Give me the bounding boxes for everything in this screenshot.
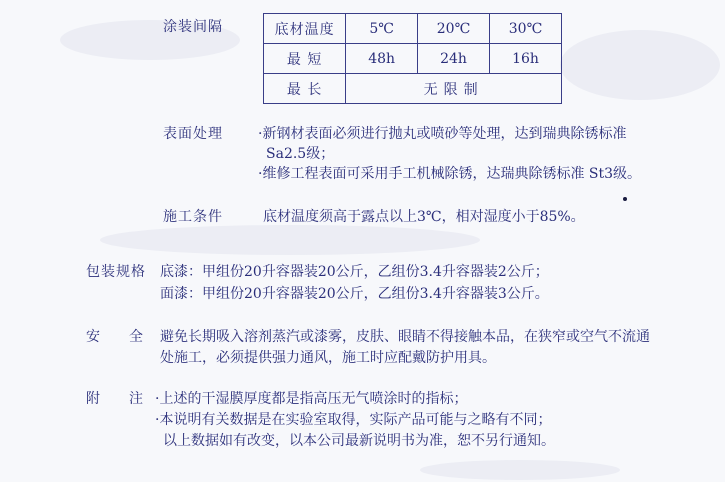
table-cell: 底材温度 xyxy=(264,14,346,44)
scan-smudge xyxy=(100,225,480,255)
table-row-shortest xyxy=(264,44,562,74)
packaging-label: 包装规格 xyxy=(86,264,146,280)
table-row-longest xyxy=(264,74,562,104)
table-row-header xyxy=(264,14,562,44)
safety-line-1: 避免长期吸入溶剂蒸汽或漆雾，皮肤、眼睛不得接触本品，在狭窄或空气不流通 xyxy=(160,329,650,345)
safety-line-2: 处施工，必须提供强力通风，施工时应配戴防护用具。 xyxy=(160,350,496,366)
notes-line-2: ·本说明有关数据是在实验室取得，实际产品可能与之略有不同； xyxy=(155,412,552,428)
notes-label-a: 附 xyxy=(86,391,100,407)
interval-table xyxy=(263,13,562,104)
table-cell: 16h xyxy=(490,44,562,74)
scan-smudge xyxy=(420,460,620,480)
conditions-label: 施工条件 xyxy=(163,209,223,225)
packaging-line-2: 面漆：甲组份20升容器装20公斤，乙组份3.4升容器装3公斤。 xyxy=(160,286,549,302)
safety-label-a: 安 xyxy=(86,329,100,345)
surface-line-1: ·新钢材表面必须进行抛丸或喷砂等处理，达到瑞典除锈标准 xyxy=(258,126,627,142)
notes-line-1: ·上述的干湿膜厚度都是指高压无气喷涂时的指标； xyxy=(155,391,468,407)
table-cell: 20℃ xyxy=(418,14,490,44)
interval-label: 涂装间隔 xyxy=(163,19,223,35)
packaging-line-1: 底漆：甲组份20升容器装20公斤，乙组份3.4升容器装2公斤； xyxy=(160,264,549,280)
notes-label-b: 注 xyxy=(129,391,143,407)
notes-line-3: 以上数据如有改变，以本公司最新说明书为准，恕不另行通知。 xyxy=(163,433,555,449)
table-cell: 48h xyxy=(346,44,418,74)
table-cell: 24h xyxy=(418,44,490,74)
ink-dot xyxy=(623,197,627,201)
surface-line-2: Sa2.5级； xyxy=(266,146,335,162)
table-cell: 最 长 xyxy=(264,74,346,104)
conditions-text: 底材温度须高于露点以上3℃，相对湿度小于85%。 xyxy=(263,209,585,225)
surface-label: 表面处理 xyxy=(163,126,223,142)
table-cell: 最 短 xyxy=(264,44,346,74)
table-cell: 30℃ xyxy=(490,14,562,44)
safety-label-b: 全 xyxy=(129,329,143,345)
table-cell: 5℃ xyxy=(346,14,418,44)
table-cell: 无限制 xyxy=(346,74,562,104)
surface-line-3: ·维修工程表面可采用手工机械除锈，达瑞典除锈标准 St3级。 xyxy=(258,166,642,182)
scan-smudge xyxy=(560,30,720,100)
